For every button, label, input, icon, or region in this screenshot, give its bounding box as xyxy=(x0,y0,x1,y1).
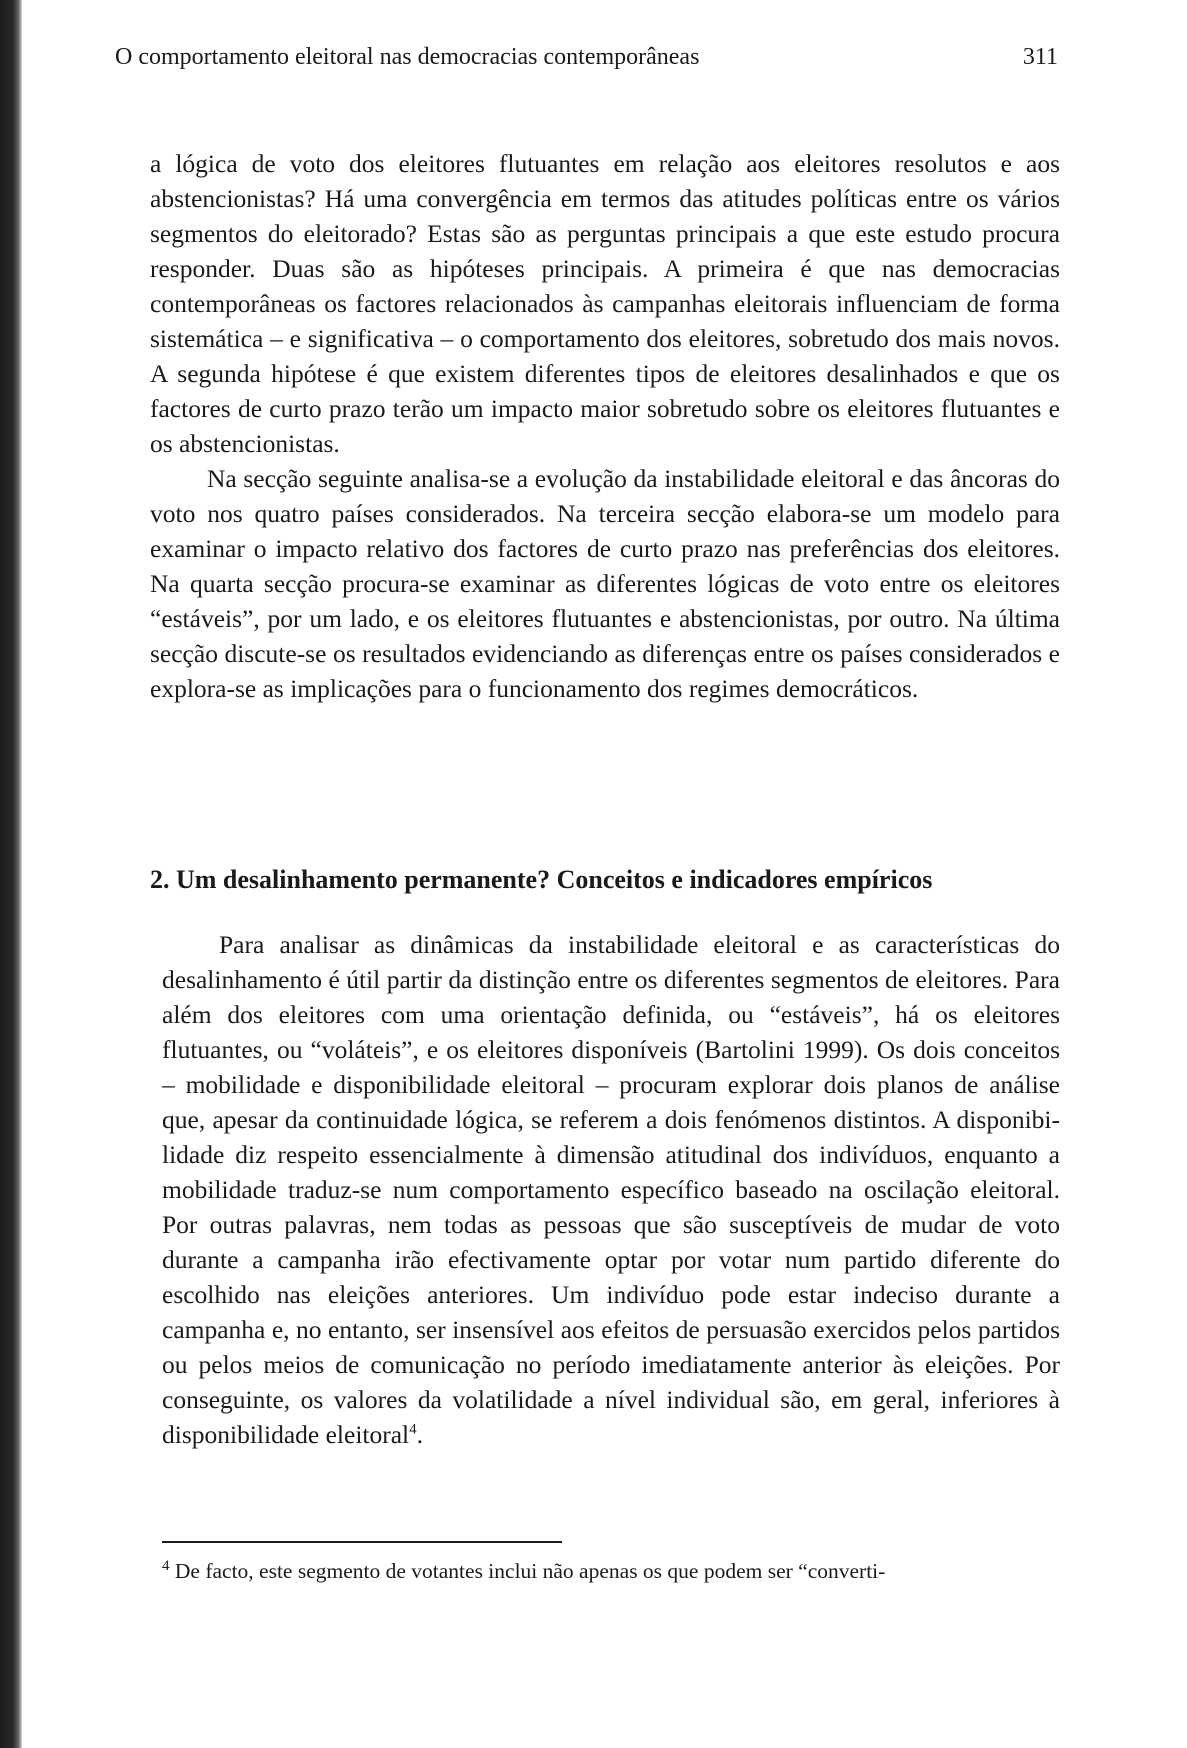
footnote xyxy=(162,1557,1060,1585)
section-paragraph: Para analisar as dinâmicas da instabilidade eleitoral e as características do desalinhamento é útil partir da distinção entre os diferentes segmentos de eleitores. Para além dos eleitores com uma orientação definida, ou “estáveis”, há os eleitores flutuantes, ou “voláteis”, e os eleitores disponíveis (Bartolini 1999). Os dois conceitos – mobilidade e disponibilidade eleitoral – procuram explorar dois planos de análise que, apesar da continuidade lógica, se referem a dois fenómenos distintos. A disponibilidade diz respeito essencialmente à dimensão atitudinal dos indivíduos, enquanto a mobilidade traduz-se num comportamento específico baseado na oscilação eleitoral. Por outras palavras, nem todas as pessoas que são susceptíveis de mudar de voto durante a campanha irão efectivamente optar por votar num partido diferente do escolhido nas eleições anteriores. Um indivíduo pode estar indeciso durante a campanha e, no entanto, ser insensível aos efeitos de persuasão exercidos pelos partidos ou pelos meios de comunicação no período imediatamente anterior às eleições. Por conseguinte, os valores da volatilidade a nível individual são, em geral, inferiores à disponibilidade eleitoral$^4$. xyxy=(162,930,1060,1449)
section-paragraph-text: Para analisar as dinâmicas da instabilidade eleitoral e as características do desalinhamento é útil partir da distinção entre os diferentes segmentos de eleitores. Para além dos eleitores com uma orientação definida, ou “estáveis”, há os eleitores flutuantes, ou “voláteis”, e os eleitores disponíveis (Bartolini 1999). Os dois conceitos – mobilidade e disponibilidade eleitoral – procuram explorar dois planos de análise que, apesar da continuidade lógica, se referem a dois fenómenos distintos. A disponibilidade diz respeito essencialmente à dimensão atitudinal dos indivíduos, enquanto a mobilidade traduz-se num comportamento específico baseado na oscilação eleitoral. Por outras palavras, nem todas as pessoas que são susceptíveis de mudar de voto durante a campanha irão efectivamente optar por votar num partido diferente do escolhido nas eleições anteriores. Um indivíduo pode estar indeciso durante a campanha e, no entanto, ser insensível aos efeitos de persuasão exercidos pelos partidos ou pelos meios de comunicação no período imediatamente anterior às eleições. Por conseguinte, os valores da volatilidade a nível individual são, em geral, inferiores à disponibilidade eleitoral xyxy=(162,930,1060,1449)
intro-text xyxy=(150,146,1060,706)
section-heading: 2. Um desalinhamento permanente? Conceitos e indicadores empíricos xyxy=(150,865,933,894)
page-number: 311 xyxy=(1022,44,1058,70)
section-body xyxy=(162,927,1060,1452)
footnote-reference: 4 xyxy=(409,1421,417,1438)
paragraph-outline: Na secção seguinte analisa-se a evolução da instabilidade eleitoral e das âncoras do voto nos quatro países considerados. Na terceira secção elabora-se um modelo para examinar o impacto relativo dos factores de curto prazo nas preferências dos eleitores. Na quarta secção procura-se examinar as diferentes lógicas de voto entre os eleitores “estáveis”, por um lado, e os eleitores flutuantes e abstencionistas, por outro. Na última secção discute-se os resultados evidenciando as diferenças entre os países considerados e explora-se as implicações para o funcionamento dos regimes democráticos. xyxy=(150,464,1060,703)
footnote-number: 4 xyxy=(162,1557,170,1574)
footnote-text: De facto, este segmento de votantes inclui não apenas os que podem ser “converti- xyxy=(174,1559,886,1583)
running-head-title: O comportamento eleitoral nas democracias contemporâneas xyxy=(115,44,700,70)
footnote-divider xyxy=(162,1541,562,1543)
book-spine-shadow xyxy=(0,0,22,1748)
paragraph-continued: a lógica de voto dos eleitores flutuantes em relação aos eleitores resolutos e aos abstencionistas? Há uma convergência em termos das atitudes políticas entre os vários segmentos do eleitorado? Estas são as perguntas principais a que este estudo procura responder. Duas são as hipóteses principais. A primeira é que nas democracias contemporâneas os factores relacionados às campanhas eleitorais influenciam de forma sistemática – e significativa – o comportamento dos eleitores, sobretudo dos mais novos. A segunda hipótese é que existem diferentes tipos de eleitores desalinhados e que os factores de curto prazo terão um impacto maior sobretudo sobre os eleitores flutuantes e os abstencionistas. xyxy=(150,149,1060,458)
